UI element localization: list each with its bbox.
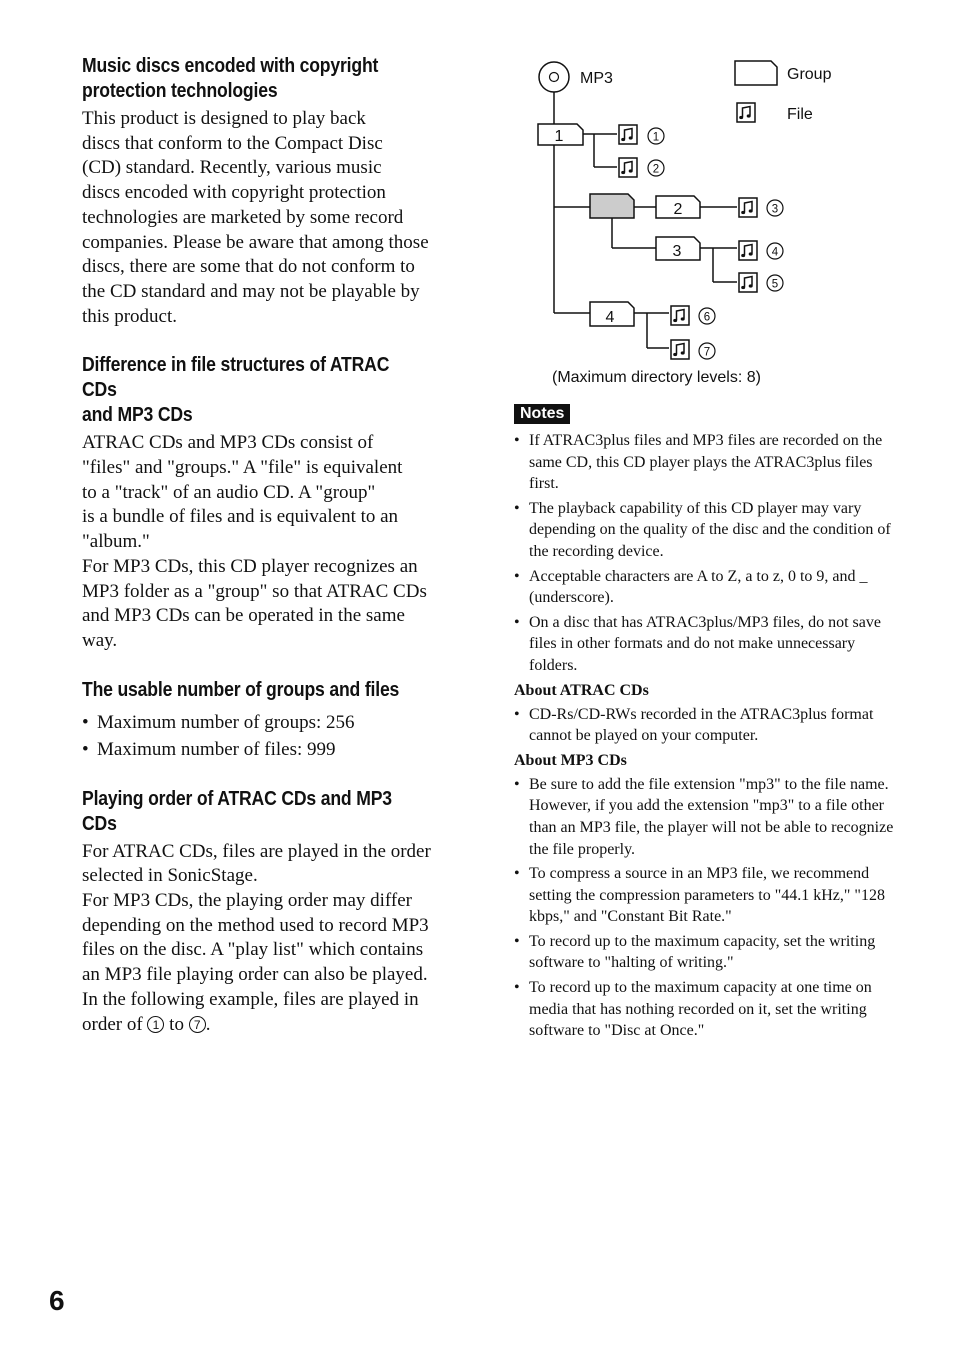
text-line: the CD standard and may not be playable by [82,280,420,302]
text-line: For MP3 CDs, this CD player recognizes an [82,555,418,577]
heading-line: Difference in file structures of ATRAC CDs [82,354,390,402]
subheading-atrac: About ATRAC CDs [514,681,649,699]
folder-3 [656,237,700,260]
text-line: an MP3 file playing order can also be played. [82,964,428,986]
folder-label: 2 [673,201,683,218]
text-line: this product. [82,305,177,327]
file-number: 1 [652,131,660,144]
heading-copyright [82,54,422,104]
circled-number: 7 [189,1016,206,1033]
section-copyright-discs [82,54,468,329]
text-fragment: . [205,1013,211,1035]
text-line: discs encoded with copyright protection [82,182,386,204]
note-item: • On a disc that has ATRAC3plus/MP3 files, do not save files in other formats and do not make unnecessary folders. [514,612,900,677]
list-item: • Maximum number of files: 999 [82,736,468,763]
paragraph [82,840,468,1038]
file-number: 6 [703,311,711,324]
text-line: "files" and "groups." A "file" is equivalent [82,457,403,479]
text-line: and MP3 CDs can be operated in the same [82,605,405,627]
file-icon [737,103,755,122]
folder-label: 4 [605,309,615,326]
page-number: 6 [49,1285,65,1316]
text-line: For ATRAC CDs, files are played in the order [82,840,431,862]
paragraph [82,431,468,653]
note-item: • If ATRAC3plus files and MP3 files are recorded on the same CD, this CD player plays the ATRAC3plus files first. [514,430,900,495]
text-line: to a "track" of an audio CD. A "group" [82,481,376,503]
text-line: discs that conform to the Compact Disc [82,132,383,154]
legend-group-label: Group [787,66,832,83]
notes-section [514,404,900,1045]
list-item: • Maximum number of groups: 256 [82,709,468,736]
text-line: discs, there are some that do not conform to [82,256,415,278]
mp3-structure-diagram [520,55,840,395]
section-usable-number [82,678,468,763]
mp3-notes-list [514,774,900,1042]
disc-icon [539,62,569,92]
text-fragment: order of [82,1013,148,1035]
folder-label: 3 [672,243,682,260]
file-number: 2 [652,163,660,176]
folder-1 [538,124,583,145]
circled-number: 1 [147,1016,164,1033]
file-number: 4 [771,246,779,259]
folder-icon [735,61,777,85]
note-item: • Acceptable characters are A to Z, a to z, 0 to 9, and _ (underscore). [514,566,900,609]
folder-4 [590,302,634,326]
note-item: • To record up to the maximum capacity at one time on media that has nothing recorded on it, set the writing software to "Disc at Once." [514,977,900,1042]
legend-file-label: File [787,106,813,123]
text-line: files on the disc. A "play list" which contains [82,939,424,961]
note-item: • To compress a source in an MP3 file, we recommend setting the compression parameters to "44.1 kHz," "128 kbps," and "Constant Bit Rate." [514,863,900,928]
heading-line: and MP3 CDs [82,404,193,427]
file-number: 7 [703,346,711,359]
text-line: For MP3 CDs, the playing order may differ [82,890,412,912]
text-line: "album." [82,531,150,553]
note-item: • CD-Rs/CD-RWs recorded in the ATRAC3plus format cannot be played on your computer. [514,704,900,747]
heading-usable-number: The usable number of groups and files [82,678,400,701]
note-item: • The playback capability of this CD player may vary depending on the quality of the disc and the condition of the recording device. [514,498,900,563]
bullet-list [82,709,468,763]
folder-2 [656,196,700,218]
file-5 [739,273,783,292]
text-line: This product is designed to play back [82,108,366,129]
root-label: MP3 [580,70,613,87]
text-line: is a bundle of files and is equivalent to an [82,506,399,528]
text-line: companies. Please be aware that among those [82,231,429,253]
notes-list [514,430,900,677]
heading-playing-order: Playing order of ATRAC CDs and MP3 CDs [82,787,392,835]
text-line: In the following example, files are played in [82,988,419,1010]
text-fragment: to [164,1013,189,1035]
file-number: 3 [771,203,779,216]
heading-file-structures [82,353,422,428]
atrac-notes-list [514,704,900,747]
diagram-caption: (Maximum directory levels: 8) [552,369,761,386]
text-line: way. [82,629,118,651]
file-7 [671,340,715,359]
text-line: depending on the method used to record MP3 [82,914,429,936]
folder-highlighted [590,194,634,218]
folder-label: 1 [554,128,564,145]
file-3 [739,198,783,217]
paragraph [82,107,468,329]
file-number: 5 [771,278,779,291]
heading-line: Music discs encoded with copyright [82,55,379,77]
section-playing-order [82,787,468,1038]
left-column [82,54,468,1037]
text-line: selected in SonicStage. [82,865,258,887]
text-line: ATRAC CDs and MP3 CDs consist of [82,432,374,454]
heading-line: protection technologies [82,80,278,102]
file-4 [739,241,783,260]
subheading-mp3: About MP3 CDs [514,751,627,769]
notes-badge: Notes [514,404,570,424]
note-item: • To record up to the maximum capacity, set the writing software to "halting of writing." [514,931,900,974]
section-file-structures [82,353,468,653]
file-6 [671,306,715,325]
text-line: MP3 folder as a "group" so that ATRAC CDs [82,580,427,602]
note-item: • Be sure to add the file extension "mp3" to the file name. However, if you add the extension "mp3" to a file other than an MP3 file, the player will not be able to recognize the file properly. [514,774,900,860]
text-line: (CD) standard. Recently, various music [82,157,382,179]
file-1 [619,125,664,144]
file-2 [619,158,664,177]
text-line: technologies are marketed by some record [82,206,404,228]
